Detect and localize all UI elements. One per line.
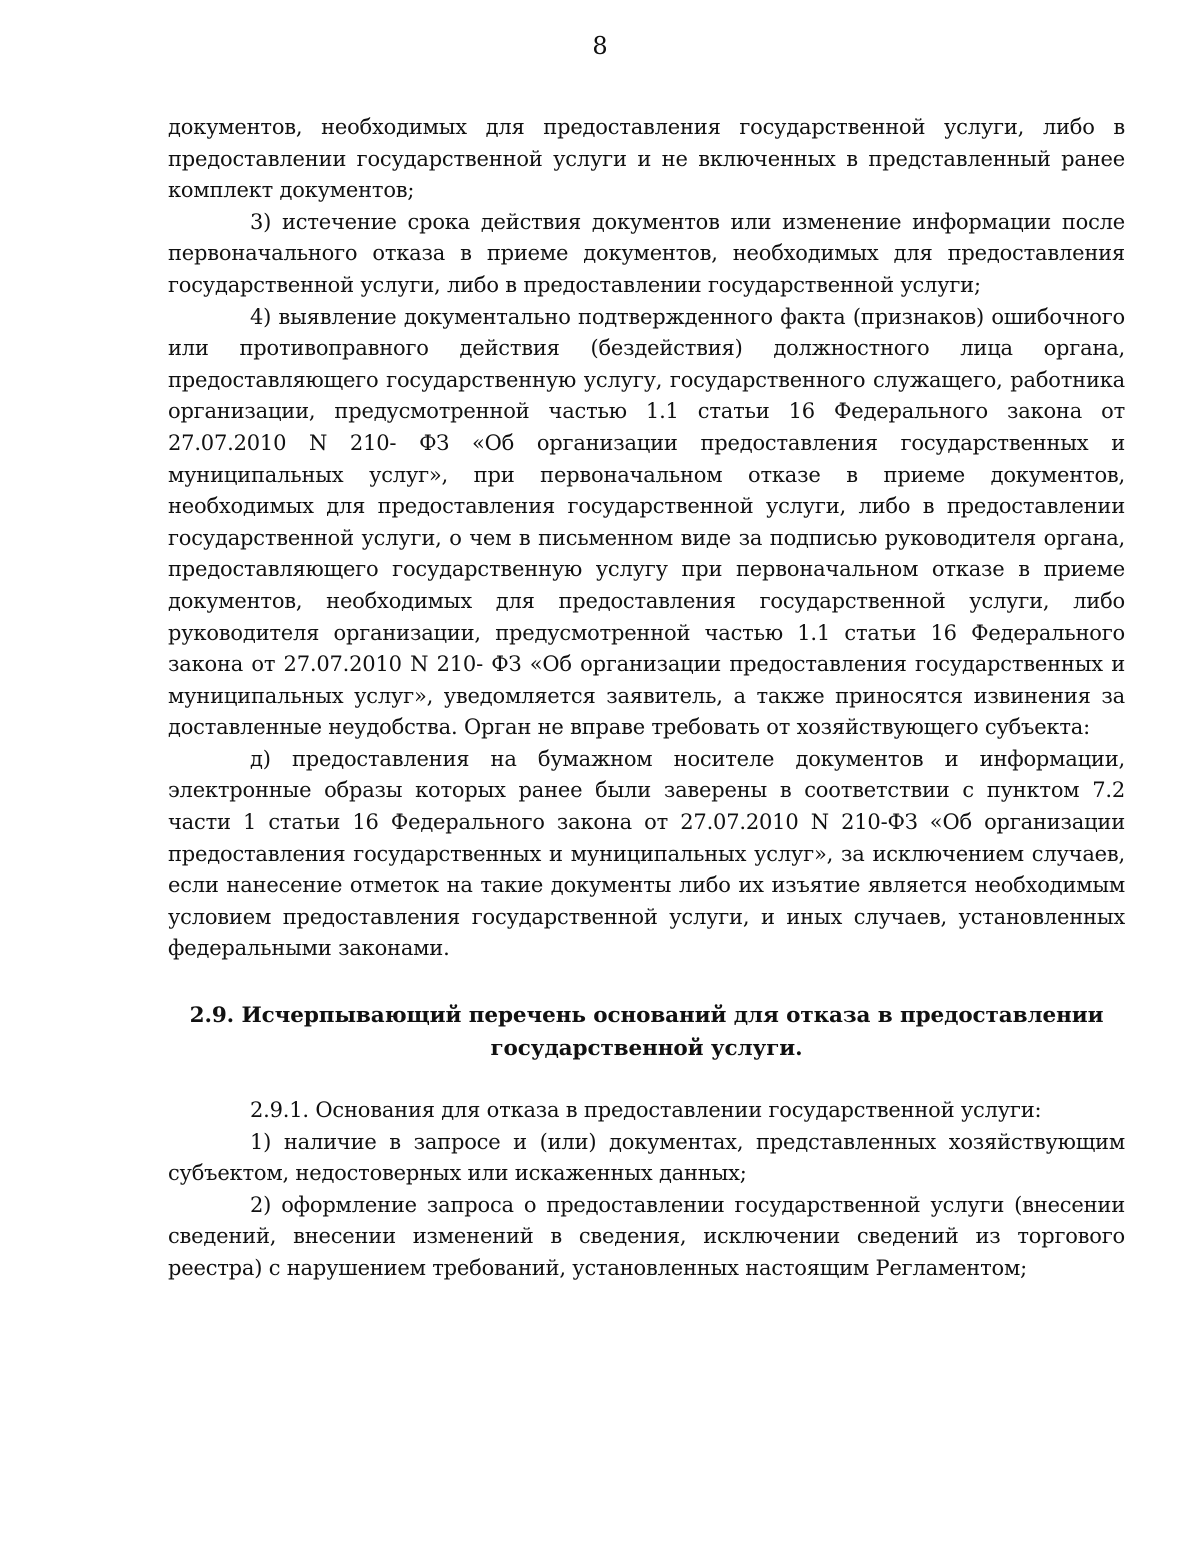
section-heading-line-2: государственной услуги.	[490, 1036, 803, 1062]
section-heading-line-1: 2.9. Исчерпывающий перечень оснований для отказа в предоставлении	[189, 1003, 1104, 1029]
subsection-2-9-1: 2.9.1. Основания для отказа в предоставлении государственной услуги:	[250, 1098, 1042, 1123]
list-item-d: д) предоставления на бумажном носителе документов и информации, электронные образы которых ранее были заверены в соответствии с пунктом 7.2 части 1 статьи 16 Федерального закона от 27.07.2010 N 210-ФЗ «Об организации предоставления государственных и муниципальных услуг», за исключением случаев, если нанесение отметок на такие документы либо их изъятие является необходимым условием предоставления государственной услуги, и иных случаев, установленных федеральными законами.	[168, 746, 1125, 961]
document-body	[168, 112, 1125, 1285]
list-item-3: 3) истечение срока действия документов или изменение информации после первоначального отказа в приеме документов, необходимых для предоставления государственной услуги, либо в предоставлении государственной услуги;	[168, 209, 1125, 297]
refusal-ground-2: 2) оформление запроса о предоставлении государственной услуги (внесении сведений, внесении изменений в сведения, исключении сведений из торгового реестра) с нарушением требований, установленных настоящим Регламентом;	[168, 1192, 1125, 1280]
section-heading	[168, 999, 1125, 1065]
paragraph-continuation: документов, необходимых для предоставления государственной услуги, либо в предоставлении государственной услуги и не включенных в представленный ранее комплект документов;	[168, 115, 1125, 203]
refusal-ground-1: 1) наличие в запросе и (или) документах, представленных хозяйствующим субъектом, недостоверных или искаженных данных;	[168, 1129, 1125, 1186]
page-number: 8	[592, 32, 608, 60]
list-item-4: 4) выявление документально подтвержденного факта (признаков) ошибочного или противоправного действия (бездействия) должностного лица органа, предоставляющего государственную услугу, государственного служащего, работника организации, предусмотренной частью 1.1 статьи 16 Федерального закона от 27.07.2010 N 210- ФЗ «Об организации предоставления государственных и муниципальных услуг», при первоначальном отказе в приеме документов, необходимых для предоставления государственной услуги, либо в предоставлении государственной услуги, о чем в письменном виде за подписью руководителя органа, предоставляющего государственную услугу при первоначальном отказе в приеме документов, необходимых для предоставления государственной услуги, либо руководителя организации, предусмотренной частью 1.1 статьи 16 Федерального закона от 27.07.2010 N 210- ФЗ «Об организации предоставления государственных и муниципальных услуг», уведомляется заявитель, а также приносятся извинения за доставленные неудобства. Орган не вправе требовать от хозяйствующего субъекта:	[168, 304, 1125, 740]
